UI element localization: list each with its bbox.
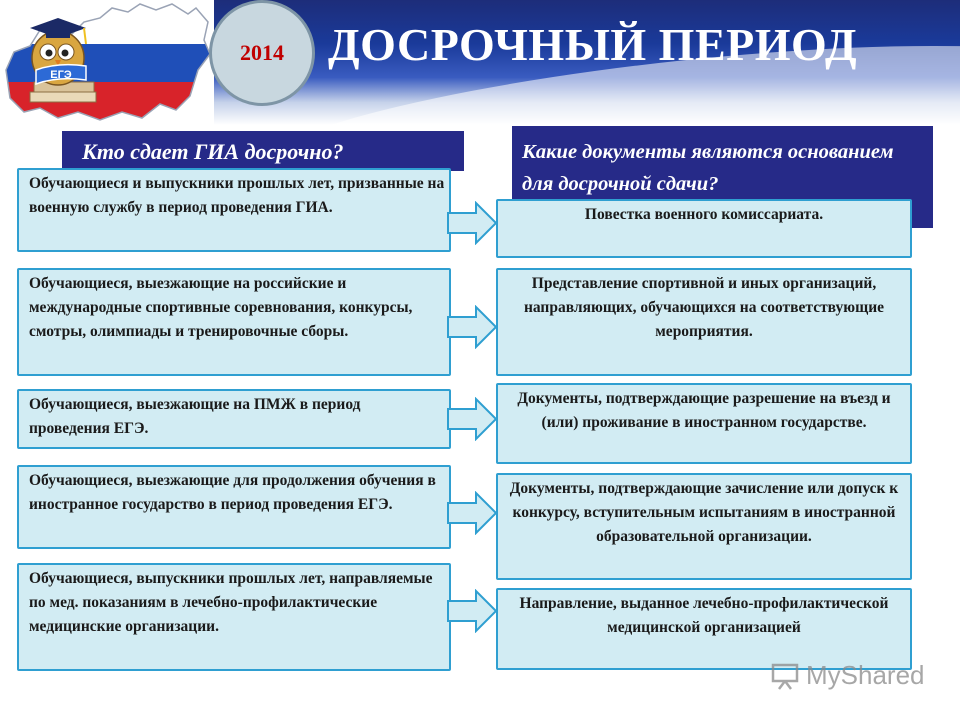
doc-box-1: Повестка военного комиссариата. xyxy=(496,199,912,258)
who-box-5: Обучающиеся, выпускники прошлых лет, направляемые по мед. показаниям в лечебно-профилактические медицинские организации. xyxy=(17,563,451,671)
arrow-right-icon xyxy=(446,305,498,349)
myshared-watermark xyxy=(770,660,925,691)
arrow-right-icon xyxy=(446,589,498,633)
doc-box-2: Представление спортивной и иных организаций, направляющих, обучающихся на соответствующие мероприятия. xyxy=(496,268,912,376)
page-title: ДОСРОЧНЫЙ ПЕРИОД xyxy=(328,19,858,70)
left-column-heading: Кто сдает ГИА досрочно? xyxy=(62,131,464,171)
svg-text:ЕГЭ: ЕГЭ xyxy=(50,69,72,81)
who-box-2: Обучающиеся, выезжающие на российские и международные спортивные соревнования, конкурсы, смотры, олимпиады и тренировочные сборы. xyxy=(17,268,451,376)
russia-map-owl-logo xyxy=(0,0,214,125)
doc-box-4: Документы, подтверждающие зачисление или допуск к конкурсу, вступительным испытаниям в иностранной образовательной организации. xyxy=(496,473,912,580)
who-box-1: Обучающиеся и выпускники прошлых лет, призванные на военную службу в период проведения ГИА. xyxy=(17,168,451,252)
who-box-3: Обучающиеся, выезжающие на ПМЖ в период проведения ЕГЭ. xyxy=(17,389,451,449)
arrow-right-icon xyxy=(446,201,498,245)
right-column-heading: Какие документы являются основанием для досрочной сдачи? xyxy=(512,126,933,228)
year-label: 2014 xyxy=(240,40,284,65)
watermark-text: MyShared xyxy=(806,660,925,690)
ege-logo xyxy=(0,0,214,125)
presentation-icon xyxy=(770,661,800,691)
who-box-4: Обучающиеся, выезжающие для продолжения обучения в иностранное государство в период проведения ЕГЭ. xyxy=(17,465,451,549)
doc-box-3: Документы, подтверждающие разрешение на въезд и (или) проживание в иностранном государстве. xyxy=(496,383,912,464)
arrow-right-icon xyxy=(446,491,498,535)
doc-box-5: Направление, выданное лечебно-профилактической медицинской организацией xyxy=(496,588,912,670)
year-badge xyxy=(209,0,315,106)
arrow-right-icon xyxy=(446,397,498,441)
